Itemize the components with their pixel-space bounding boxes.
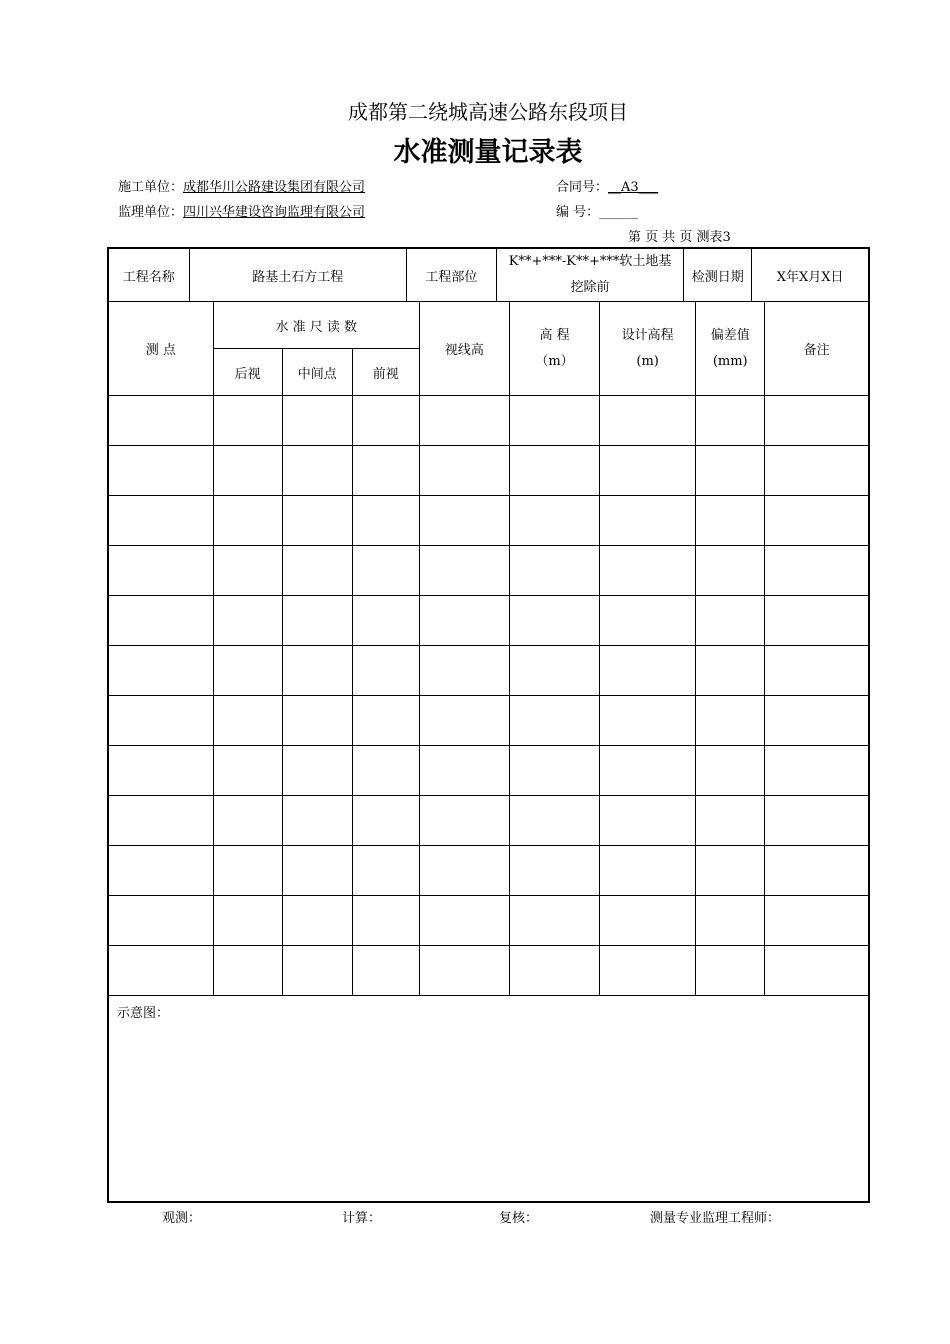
- table-cell[interactable]: [282, 596, 352, 646]
- table-cell[interactable]: [352, 846, 419, 896]
- table-cell[interactable]: [108, 896, 213, 946]
- table-cell[interactable]: [509, 546, 599, 596]
- table-cell[interactable]: [600, 646, 696, 696]
- table-cell[interactable]: [696, 796, 765, 846]
- table-cell[interactable]: [509, 946, 599, 996]
- table-cell[interactable]: [213, 946, 282, 996]
- col-design-elevation-unit: (m): [636, 353, 659, 369]
- table-row: [108, 396, 869, 446]
- table-cell[interactable]: [213, 496, 282, 546]
- serial-label: 编 号：: [556, 205, 600, 220]
- col-remark: 备注: [765, 302, 869, 396]
- table-cell[interactable]: [108, 646, 213, 696]
- table-cell[interactable]: [509, 746, 599, 796]
- supervisor-line: [118, 201, 365, 220]
- table-cell[interactable]: [419, 796, 509, 846]
- table-cell[interactable]: [696, 446, 765, 496]
- observer-signature: 观测：: [162, 1211, 202, 1226]
- col-deviation-label: 偏差值: [710, 327, 750, 343]
- table-cell[interactable]: [765, 896, 869, 946]
- table-cell[interactable]: [419, 896, 509, 946]
- table-row: [108, 946, 869, 996]
- table-cell[interactable]: [282, 396, 352, 446]
- table-cell[interactable]: [509, 396, 599, 446]
- table-cell[interactable]: [509, 696, 599, 746]
- table-cell[interactable]: [765, 446, 869, 496]
- table-cell[interactable]: [419, 546, 509, 596]
- table-cell[interactable]: [765, 946, 869, 996]
- table-cell[interactable]: [696, 546, 765, 596]
- table-cell[interactable]: [352, 396, 419, 446]
- table-cell[interactable]: [600, 596, 696, 646]
- serial-line: [556, 201, 638, 220]
- col-deviation: [696, 302, 765, 396]
- location-value-line2: 挖除前: [570, 280, 610, 295]
- date-label: 检测日期: [684, 248, 752, 302]
- table-cell[interactable]: [108, 696, 213, 746]
- table-cell[interactable]: [696, 846, 765, 896]
- table-cell[interactable]: [213, 796, 282, 846]
- col-design-elevation-label: 设计高程: [621, 327, 674, 343]
- table-cell[interactable]: [419, 596, 509, 646]
- table-cell[interactable]: [600, 796, 696, 846]
- col-foresight: 前视: [352, 349, 419, 396]
- col-deviation-unit: (mm): [712, 353, 748, 369]
- table-cell[interactable]: [282, 846, 352, 896]
- table-cell[interactable]: [352, 596, 419, 646]
- table-cell[interactable]: [509, 446, 599, 496]
- table-cell[interactable]: [352, 496, 419, 546]
- table-cell[interactable]: [352, 746, 419, 796]
- project-name-label: 工程名称: [108, 248, 189, 302]
- contract-no-label: 合同号：: [556, 180, 609, 195]
- table-cell[interactable]: [509, 496, 599, 546]
- table-row: [108, 646, 869, 696]
- survey-form-table: [107, 247, 870, 1203]
- table-cell[interactable]: [696, 646, 765, 696]
- table-cell[interactable]: [696, 896, 765, 946]
- table-cell[interactable]: [213, 846, 282, 896]
- table-cell[interactable]: [696, 396, 765, 446]
- table-cell[interactable]: [108, 546, 213, 596]
- table-cell[interactable]: [600, 846, 696, 896]
- table-cell[interactable]: [765, 746, 869, 796]
- table-cell[interactable]: [282, 746, 352, 796]
- contractor-value: 成都华川公路建设集团有限公司: [183, 180, 366, 195]
- table-cell[interactable]: [352, 946, 419, 996]
- sketch-row: [108, 996, 869, 1202]
- col-elevation: [509, 302, 599, 396]
- table-cell[interactable]: [108, 946, 213, 996]
- table-cell[interactable]: [600, 446, 696, 496]
- col-point: 测 点: [108, 302, 213, 396]
- header-row-1: [108, 302, 869, 349]
- calculator-signature: 计算：: [342, 1211, 382, 1226]
- col-reading-group: 水 准 尺 读 数: [213, 302, 419, 349]
- table-cell[interactable]: [282, 696, 352, 746]
- col-sight-height: 视线高: [419, 302, 509, 396]
- table-cell[interactable]: [419, 846, 509, 896]
- table-cell[interactable]: [282, 896, 352, 946]
- table-cell[interactable]: [108, 596, 213, 646]
- table-cell[interactable]: [282, 496, 352, 546]
- table-cell[interactable]: [213, 446, 282, 496]
- table-cell[interactable]: [600, 696, 696, 746]
- table-row: [108, 896, 869, 946]
- page-info: 第 页 共 页 测表3: [628, 230, 731, 245]
- project-name: 成都第二绕城高速公路东段项目: [348, 100, 628, 124]
- table-cell[interactable]: [419, 946, 509, 996]
- table-cell[interactable]: [352, 646, 419, 696]
- table-cell[interactable]: [213, 896, 282, 946]
- table-cell[interactable]: [108, 496, 213, 546]
- table-cell[interactable]: [108, 446, 213, 496]
- table-cell[interactable]: [765, 546, 869, 596]
- table-cell[interactable]: [600, 896, 696, 946]
- engineer-signature: 测量专业监理工程师：: [650, 1211, 781, 1226]
- table-cell[interactable]: [509, 596, 599, 646]
- table-cell[interactable]: [765, 696, 869, 746]
- form-title: 水准测量记录表: [393, 137, 583, 168]
- col-elevation-label: 高 程: [539, 327, 570, 343]
- table-cell[interactable]: [352, 696, 419, 746]
- table-cell[interactable]: [419, 696, 509, 746]
- contract-no-line: [556, 176, 658, 195]
- checker-signature: 复核：: [499, 1211, 539, 1226]
- table-row: [108, 846, 869, 896]
- table-cell[interactable]: [696, 946, 765, 996]
- table-cell[interactable]: [600, 946, 696, 996]
- table-cell[interactable]: [696, 696, 765, 746]
- location-value-line1: K**+***-K**+***软土地基: [508, 254, 672, 269]
- contract-no-value: __A3___: [608, 180, 659, 195]
- table-cell[interactable]: [419, 746, 509, 796]
- table-row: [108, 746, 869, 796]
- table-cell[interactable]: [419, 646, 509, 696]
- sketch-area: 示意图：: [108, 996, 869, 1202]
- col-elevation-unit: （m）: [535, 353, 574, 369]
- supervisor-label: 监理单位：: [118, 205, 184, 220]
- table-cell[interactable]: [600, 546, 696, 596]
- table-cell[interactable]: [213, 396, 282, 446]
- location-value: [496, 248, 683, 302]
- table-row: [108, 596, 869, 646]
- table-cell[interactable]: [696, 746, 765, 796]
- col-backsight: 后视: [213, 349, 282, 396]
- info-row: [108, 248, 869, 302]
- table-cell[interactable]: [600, 746, 696, 796]
- table-row: [108, 796, 869, 846]
- data-rows: [108, 396, 869, 996]
- table-cell[interactable]: [696, 496, 765, 546]
- table-row: [108, 496, 869, 546]
- col-design-elevation: [600, 302, 696, 396]
- project-name-value: 路基土石方工程: [189, 248, 406, 302]
- table-cell[interactable]: [600, 396, 696, 446]
- table-cell[interactable]: [213, 646, 282, 696]
- date-value: X年X月X日: [752, 248, 869, 302]
- table-cell[interactable]: [282, 646, 352, 696]
- table-cell[interactable]: [282, 546, 352, 596]
- col-intermediate: 中间点: [282, 349, 352, 396]
- table-cell[interactable]: [282, 446, 352, 496]
- table-cell[interactable]: [108, 796, 213, 846]
- table-cell[interactable]: [352, 896, 419, 946]
- table-cell[interactable]: [108, 396, 213, 446]
- table-cell[interactable]: [213, 696, 282, 746]
- table-cell[interactable]: [352, 446, 419, 496]
- table-row: [108, 696, 869, 746]
- table-cell[interactable]: [765, 596, 869, 646]
- location-label: 工程部位: [406, 248, 496, 302]
- table-cell[interactable]: [419, 446, 509, 496]
- contractor-label: 施工单位：: [118, 180, 184, 195]
- table-cell[interactable]: [213, 746, 282, 796]
- table-cell[interactable]: [352, 546, 419, 596]
- table-cell[interactable]: [108, 846, 213, 896]
- table-row: [108, 546, 869, 596]
- table-cell[interactable]: [108, 746, 213, 796]
- table-cell[interactable]: [765, 846, 869, 896]
- table-cell[interactable]: [419, 496, 509, 546]
- table-cell[interactable]: [509, 646, 599, 696]
- table-cell[interactable]: [765, 496, 869, 546]
- table-row: [108, 446, 869, 496]
- serial-value: ______: [599, 205, 639, 220]
- table-cell[interactable]: [282, 946, 352, 996]
- table-cell[interactable]: [213, 546, 282, 596]
- contractor-line: [118, 176, 365, 195]
- table-cell[interactable]: [600, 496, 696, 546]
- table-cell[interactable]: [509, 796, 599, 846]
- table-cell[interactable]: [282, 796, 352, 846]
- table-cell[interactable]: [696, 596, 765, 646]
- table-cell[interactable]: [765, 796, 869, 846]
- table-cell[interactable]: [509, 846, 599, 896]
- table-cell[interactable]: [352, 796, 419, 846]
- supervisor-value: 四川兴华建设咨询监理有限公司: [183, 205, 366, 220]
- table-cell[interactable]: [765, 646, 869, 696]
- table-cell[interactable]: [509, 896, 599, 946]
- table-cell[interactable]: [419, 396, 509, 446]
- table-cell[interactable]: [765, 396, 869, 446]
- table-cell[interactable]: [213, 596, 282, 646]
